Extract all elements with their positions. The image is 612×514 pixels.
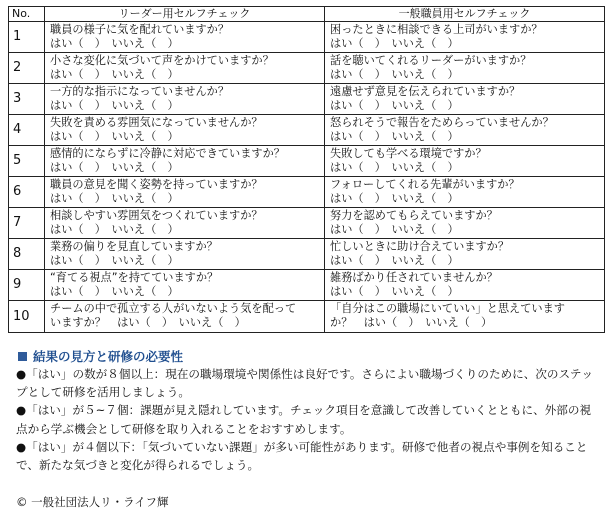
leader-check-cell	[45, 146, 325, 177]
staff-check-cell	[325, 84, 605, 115]
leader-check-cell	[45, 84, 325, 115]
leader-answer-choices[interactable]: いますか？ はい（ ） いいえ（ ）	[50, 316, 246, 329]
staff-question: 困ったときに相談できる上司がいますか？	[330, 23, 543, 36]
row-number: 8	[9, 239, 45, 270]
copyright-footer: © 一般社団法人リ・ライフ輝	[16, 495, 169, 509]
staff-answer-choices[interactable]: はい（ ） いいえ（ ）	[330, 68, 459, 81]
leader-question: “育てる視点”を持てていますか？	[50, 271, 219, 284]
leader-check-cell	[45, 301, 325, 333]
table-row	[9, 208, 605, 239]
staff-check-cell	[325, 53, 605, 84]
staff-answer-choices[interactable]: はい（ ） いいえ（ ）	[330, 285, 459, 298]
staff-question: 遠慮せず意見を伝えられていますか？	[330, 85, 521, 98]
staff-question: 話を聴いてくれるリーダーがいますか？	[330, 54, 532, 67]
staff-question: フォローしてくれる先輩がいますか？	[330, 178, 520, 191]
table-row	[9, 177, 605, 208]
row-number: 1	[9, 22, 45, 53]
table-row	[9, 270, 605, 301]
staff-check-cell	[325, 177, 605, 208]
leader-check-cell	[45, 115, 325, 146]
header-no: No.	[9, 7, 45, 22]
table-row	[9, 22, 605, 53]
table-row	[9, 115, 605, 146]
table-row	[9, 53, 605, 84]
leader-check-cell	[45, 53, 325, 84]
heading-square-icon	[18, 352, 27, 361]
staff-check-cell	[325, 208, 605, 239]
staff-question: 失敗しても学べる環境ですか？	[330, 147, 487, 160]
header-leader: リーダー用セルフチェック	[45, 7, 325, 22]
result-item-4-less: ●「はい」が４個以下：「気づいていない課題」が多い可能性があります。研修で他者の視点や事例を知ることで、新たな気づきと変化が得られるでしょう。	[16, 439, 588, 473]
staff-answer-choices[interactable]: はい（ ） いいえ（ ）	[330, 161, 459, 174]
leader-check-cell	[45, 270, 325, 301]
leader-check-cell	[45, 22, 325, 53]
leader-question: 一方的な指示になっていませんか？	[50, 85, 230, 98]
leader-answer-choices[interactable]: はい（ ） いいえ（ ）	[50, 99, 179, 112]
table-header-row	[9, 7, 605, 22]
staff-answer-choices[interactable]: はい（ ） いいえ（ ）	[330, 192, 459, 205]
table-row	[9, 301, 605, 333]
row-number: 5	[9, 146, 45, 177]
staff-check-cell	[325, 301, 605, 333]
staff-answer-choices[interactable]: はい（ ） いいえ（ ）	[330, 223, 459, 236]
header-staff: 一般職員用セルフチェック	[325, 7, 605, 22]
results-explanation	[16, 365, 602, 474]
results-heading	[18, 347, 183, 365]
leader-answer-choices[interactable]: はい（ ） いいえ（ ）	[50, 192, 179, 205]
results-heading-text: 結果の見方と研修の必要性	[33, 349, 184, 364]
leader-answer-choices[interactable]: はい（ ） いいえ（ ）	[50, 161, 179, 174]
self-check-table	[8, 6, 605, 333]
staff-question: 努力を認めてもらえていますか？	[330, 209, 498, 222]
leader-question: 職員の意見を聞く姿勢を持っていますか？	[50, 178, 263, 191]
staff-answer-choices[interactable]: はい（ ） いいえ（ ）	[330, 254, 459, 267]
staff-check-cell	[325, 115, 605, 146]
staff-question: 「自分はこの職場にいていい」と思えています	[330, 302, 565, 315]
staff-check-cell	[325, 239, 605, 270]
leader-question: チームの中で孤立する人がいないよう気を配って	[50, 302, 297, 315]
staff-answer-choices[interactable]: はい（ ） いいえ（ ）	[330, 130, 459, 143]
staff-check-cell	[325, 270, 605, 301]
table-row	[9, 239, 605, 270]
staff-check-cell	[325, 146, 605, 177]
row-number: 10	[9, 301, 45, 333]
row-number: 4	[9, 115, 45, 146]
leader-answer-choices[interactable]: はい（ ） いいえ（ ）	[50, 254, 179, 267]
leader-answer-choices[interactable]: はい（ ） いいえ（ ）	[50, 37, 179, 50]
leader-check-cell	[45, 208, 325, 239]
leader-question: 職員の様子に気を配れていますか？	[50, 23, 230, 36]
row-number: 2	[9, 53, 45, 84]
staff-question: 雑務ばかり任されていませんか？	[330, 271, 498, 284]
leader-question: 相談しやすい雰囲気をつくれていますか？	[50, 209, 263, 222]
leader-check-cell	[45, 177, 325, 208]
leader-answer-choices[interactable]: はい（ ） いいえ（ ）	[50, 223, 179, 236]
staff-answer-choices[interactable]: か？ はい（ ） いいえ（ ）	[330, 316, 493, 329]
leader-question: 小さな変化に気づいて声をかけていますか？	[50, 54, 274, 67]
staff-answer-choices[interactable]: はい（ ） いいえ（ ）	[330, 37, 459, 50]
row-number: 6	[9, 177, 45, 208]
leader-question: 業務の偏りを見直していますか？	[50, 240, 218, 253]
row-number: 7	[9, 208, 45, 239]
staff-question: 忙しいときに助け合えていますか？	[330, 240, 510, 253]
table-row	[9, 84, 605, 115]
leader-question: 感情的にならずに冷静に対応できていますか？	[50, 147, 285, 160]
staff-check-cell	[325, 22, 605, 53]
table-row	[9, 146, 605, 177]
row-number: 9	[9, 270, 45, 301]
result-item-5-7: ●「はい」が５~７個：課題が見え隠れしています。チェック項目を意識して改善していくとともに、外部の視点から学ぶ機会として研修を取り入れることをおすすめします。	[16, 403, 592, 436]
leader-answer-choices[interactable]: はい（ ） いいえ（ ）	[50, 130, 179, 143]
leader-question: 失敗を責める雰囲気になっていませんか？	[50, 116, 263, 129]
leader-check-cell	[45, 239, 325, 270]
result-item-8-plus: ●「はい」の数が８個以上：現在の職場環境や関係性は良好です。さらによい職場づくりのために、次のステップとして研修を活用しましょう。	[16, 367, 594, 400]
staff-question: 怒られそうで報告をためらっていませんか？	[330, 116, 554, 129]
row-number: 3	[9, 84, 45, 115]
leader-answer-choices[interactable]: はい（ ） いいえ（ ）	[50, 285, 179, 298]
leader-answer-choices[interactable]: はい（ ） いいえ（ ）	[50, 68, 179, 81]
staff-answer-choices[interactable]: はい（ ） いいえ（ ）	[330, 99, 459, 112]
